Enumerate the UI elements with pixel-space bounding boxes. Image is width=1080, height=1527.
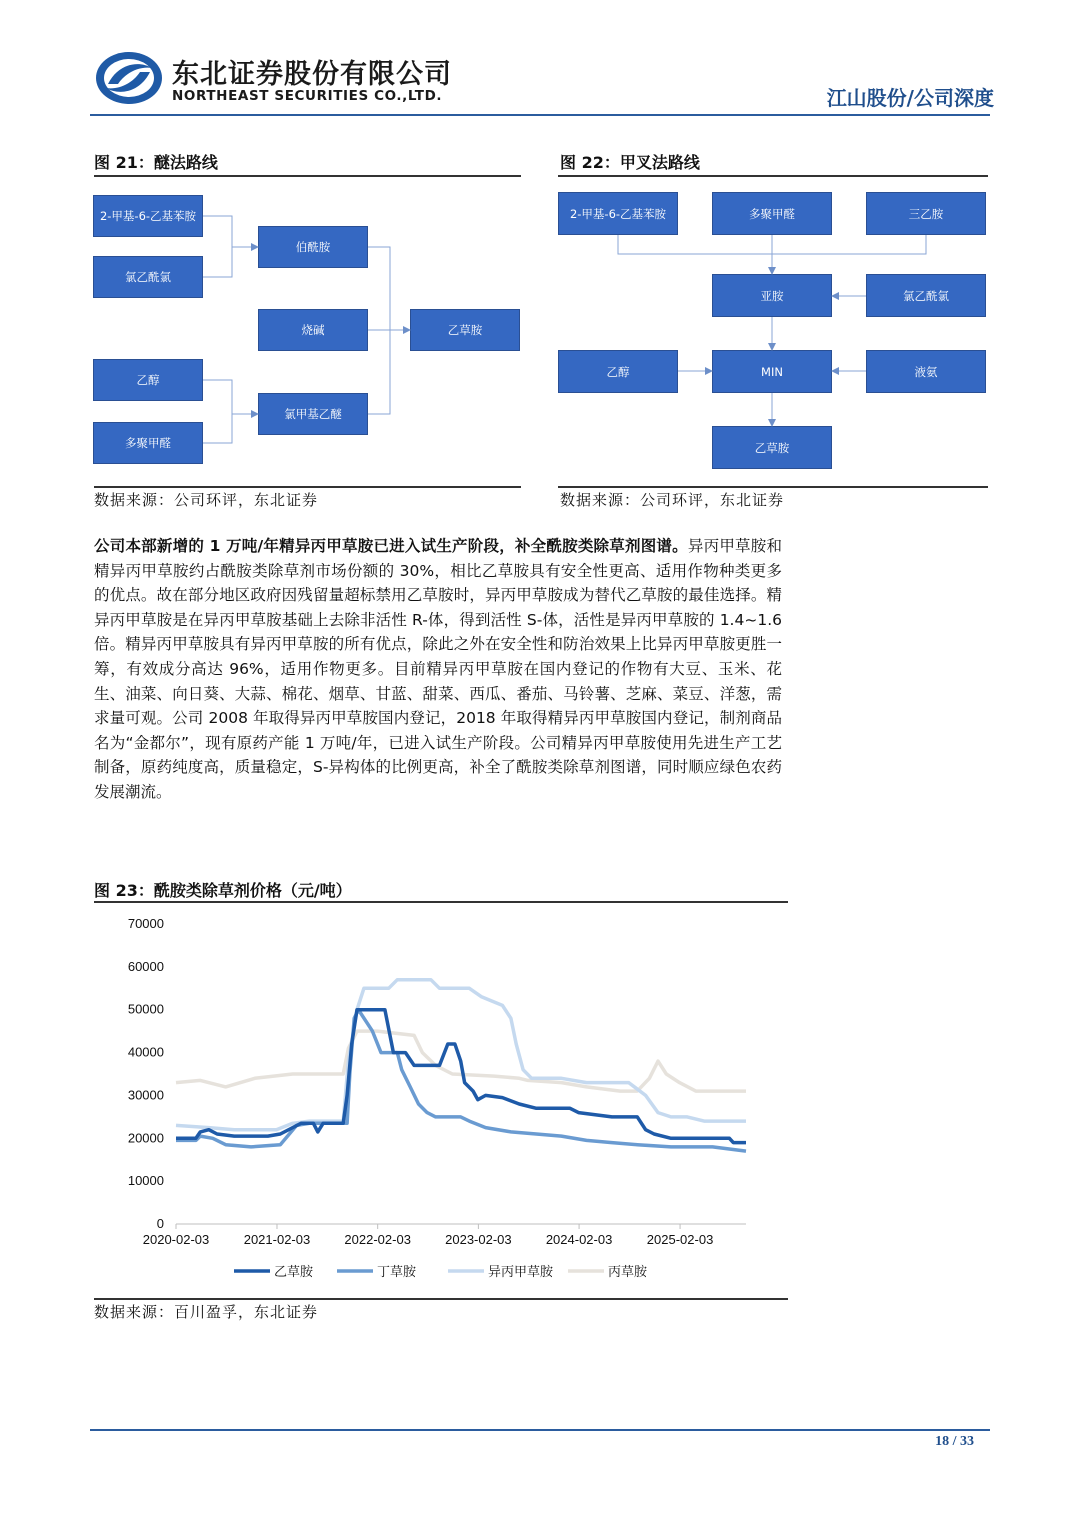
series-line-2 bbox=[176, 980, 746, 1130]
fig21-node-caustic-soda: 烧碱 bbox=[258, 309, 368, 351]
x-axis bbox=[143, 1224, 746, 1247]
fig21-top-rule bbox=[94, 175, 521, 177]
y-tick-label: 30000 bbox=[127, 1087, 164, 1103]
fig22-node-2-methyl-6-ethylaniline: 2-甲基-6-乙基苯胺 bbox=[558, 192, 678, 235]
y-tick-label: 60000 bbox=[127, 958, 164, 974]
report-tag: 江山股份/公司深度 bbox=[826, 86, 994, 110]
x-tick-label: 2021-02-03 bbox=[243, 1232, 311, 1247]
y-tick-label: 10000 bbox=[127, 1173, 164, 1189]
fig21-node-chloroacetyl-chloride: 氯乙酰氯 bbox=[93, 256, 203, 298]
x-tick-label: 2023-02-03 bbox=[445, 1232, 512, 1247]
fig22-node-triethylamine: 三乙胺 bbox=[866, 192, 986, 235]
y-tick-label: 20000 bbox=[127, 1130, 164, 1146]
y-axis-labels bbox=[128, 916, 164, 1231]
fig21-node-paraformaldehyde: 多聚甲醛 bbox=[93, 422, 203, 464]
x-tick-label: 2020-02-03 bbox=[142, 1232, 210, 1247]
fig21-source: 数据来源：公司环评，东北证券 bbox=[94, 491, 319, 509]
header-divider bbox=[90, 114, 990, 116]
fig22-node-ethanol: 乙醇 bbox=[558, 350, 678, 393]
x-tick-label: 2025-02-03 bbox=[646, 1232, 714, 1247]
chart-legend bbox=[234, 1265, 648, 1280]
legend-label: 丁草胺 bbox=[377, 1265, 417, 1280]
fig22-top-rule bbox=[558, 175, 988, 177]
x-tick-label: 2022-02-03 bbox=[344, 1232, 411, 1247]
y-tick-label: 70000 bbox=[127, 916, 164, 931]
fig21-bottom-rule bbox=[94, 486, 521, 488]
fig21-node-acetochlor: 乙草胺 bbox=[410, 309, 520, 351]
fig23-bottom-rule bbox=[94, 1298, 788, 1300]
footer-divider bbox=[90, 1429, 990, 1431]
page-number: 18 / 33 bbox=[935, 1434, 974, 1449]
series-lines bbox=[176, 980, 746, 1151]
company-logo bbox=[94, 50, 164, 106]
fig22-bottom-rule bbox=[558, 486, 988, 488]
y-tick-label: 50000 bbox=[127, 1001, 164, 1017]
fig21-node-chloromethyl-ethyl-ether: 氯甲基乙醚 bbox=[258, 393, 368, 435]
fig21-title: 图 21：醚法路线 bbox=[94, 153, 218, 172]
fig22-node-chloroacetyl-chloride: 氯乙酰氯 bbox=[866, 274, 986, 317]
y-tick-label: 40000 bbox=[127, 1044, 164, 1060]
company-name-cn: 东北证券股份有限公司 bbox=[172, 59, 452, 90]
x-tick-label: 2024-02-03 bbox=[545, 1232, 613, 1247]
y-tick-label: 0 bbox=[156, 1216, 164, 1231]
fig22-node-min: MIN bbox=[712, 350, 832, 393]
fig22-source: 数据来源：公司环评，东北证券 bbox=[560, 491, 785, 509]
paragraph-body: 异丙甲草胺和精异丙甲草胺约占酰胺类除草剂市场份额的 30%，相比乙草胺具有安全性更高、适用作物种类更多的优点。故在部分地区政府因残留量超标禁用乙草胺时，异丙甲草胺成为替代乙草胺的最佳选择。精异丙甲草胺是在异丙甲草胺基础上去除非活性 R-体，得到活性 S-体，活性是异丙甲草胺的 1.4~1.6 倍。精异丙甲草胺具有异丙甲草胺的所有优点，除此之外在安全性和防治效果上比异丙甲草胺更胜一筹，有效成分高达 96%，适用作物更多。目前精异丙甲草胺在国内登记的作物有大豆、玉米、花生、油菜、向日葵、大蒜、棉花、烟草、甘蓝、甜菜、西瓜、番茄、马铃薯、芝麻、菜豆、洋葱，需求量可观。公司 2008 年取得异丙甲草胺国内登记，2018 年取得精异丙甲草胺国内登记，制剂商品名为“金都尔”，现有原药产能 1 万吨/年，已进入试生产阶段。公司精异丙甲草胺使用先进生产工艺制备，原药纯度高，质量稳定，S-异构体的比例更高，补全了酰胺类除草剂图谱，同时顺应绿色农药发展潮流。 bbox=[94, 537, 782, 801]
fig22-node-liquid-ammonia: 液氨 bbox=[866, 350, 986, 393]
company-name-en: NORTHEAST SECURITIES CO.,LTD. bbox=[172, 88, 443, 104]
fig22-node-acetochlor: 乙草胺 bbox=[712, 426, 832, 469]
legend-label: 丙草胺 bbox=[608, 1265, 648, 1280]
body-paragraph bbox=[94, 534, 782, 805]
fig22-node-paraformaldehyde: 多聚甲醛 bbox=[712, 192, 832, 235]
fig22-title: 图 22：甲叉法路线 bbox=[560, 153, 700, 172]
fig21-node-2-methyl-6-ethylaniline: 2-甲基-6-乙基苯胺 bbox=[93, 195, 203, 237]
legend-label: 异丙甲草胺 bbox=[488, 1265, 554, 1280]
legend-label: 乙草胺 bbox=[274, 1265, 314, 1280]
fig21-node-secondary-amide: 伯酰胺 bbox=[258, 226, 368, 268]
fig21-node-ethanol: 乙醇 bbox=[93, 359, 203, 401]
paragraph-lead: 公司本部新增的 1 万吨/年精异丙甲草胺已进入试生产阶段，补全酰胺类除草剂图谱。 bbox=[94, 537, 688, 555]
fig23-top-rule bbox=[94, 901, 788, 903]
fig23-source: 数据来源：百川盈孚，东北证券 bbox=[94, 1303, 319, 1321]
fig23-title: 图 23：酰胺类除草剂价格（元/吨） bbox=[94, 881, 352, 900]
price-line-chart bbox=[94, 905, 788, 1300]
fig22-node-imine: 亚胺 bbox=[712, 274, 832, 317]
